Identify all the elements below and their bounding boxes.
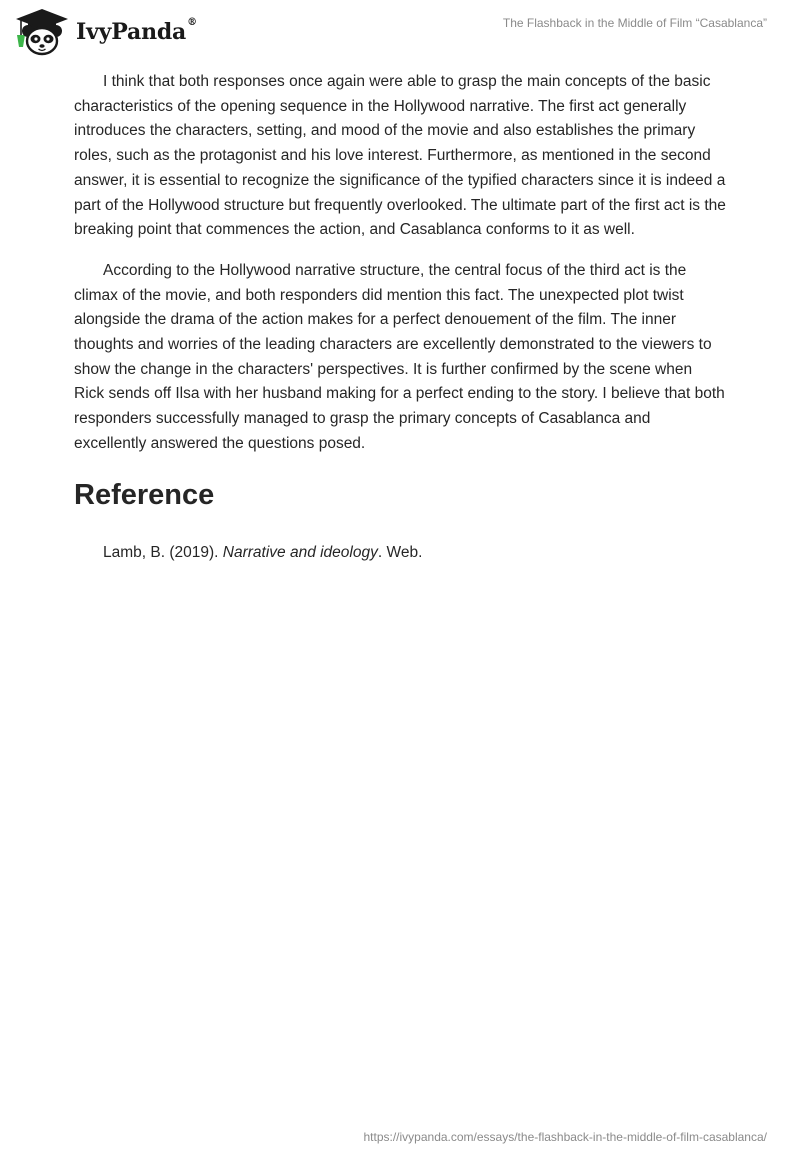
registered-mark: ® [187, 17, 197, 28]
reference-author-year: Lamb, B. (2019). [103, 543, 223, 561]
reference-suffix: . Web. [377, 543, 423, 561]
page-header [0, 0, 800, 70]
body-paragraph-2: According to the Hollywood narrative structure, the central focus of the third act is the climax of the movie, and both responders did mention this fact. The unexpected plot twist alongside the drama of the action makes for a perfect denouement of the film. The inner thoughts and worries of the leading characters are excellently demonstrated to the viewers to show the change in the characters' perspectives. It is further confirmed by the scene when Rick sends off Ilsa with her husband making for a perfect ending to the story. I believe that both responders successfully managed to grasp the primary concepts of Casablanca and excellently answered the questions posed. [74, 261, 725, 452]
footer-url-link[interactable]: https://ivypanda.com/essays/the-flashback-in-the-middle-of-film-casablanca/ [363, 1130, 767, 1144]
body-paragraph-1: I think that both responses once again were able to grasp the main concepts of the basic characteristics of the opening sequence in the Hollywood narrative. The first act generally introduces the characters, setting, and mood of the movie and also establishes the primary roles, such as the protagonist and his love interest. Furthermore, as mentioned in the second answer, it is essential to recognize the significance of the typified characters since it is indeed a part of the Hollywood structure but frequently overlooked. The ultimate part of the first act is the breaking point that commences the action, and Casablanca conforms to it as well. [74, 73, 726, 239]
document-title: The Flashback in the Middle of Film “Casablanca” [502, 16, 767, 30]
essay-body [74, 70, 726, 565]
reference-title: Narrative and ideology [222, 543, 378, 561]
ivypanda-logo[interactable] [14, 6, 197, 58]
reference-heading: Reference [74, 478, 215, 511]
brand-name: IvyPanda® [76, 17, 197, 45]
panda-graduate-icon [14, 7, 70, 57]
reference-entry [74, 541, 726, 565]
